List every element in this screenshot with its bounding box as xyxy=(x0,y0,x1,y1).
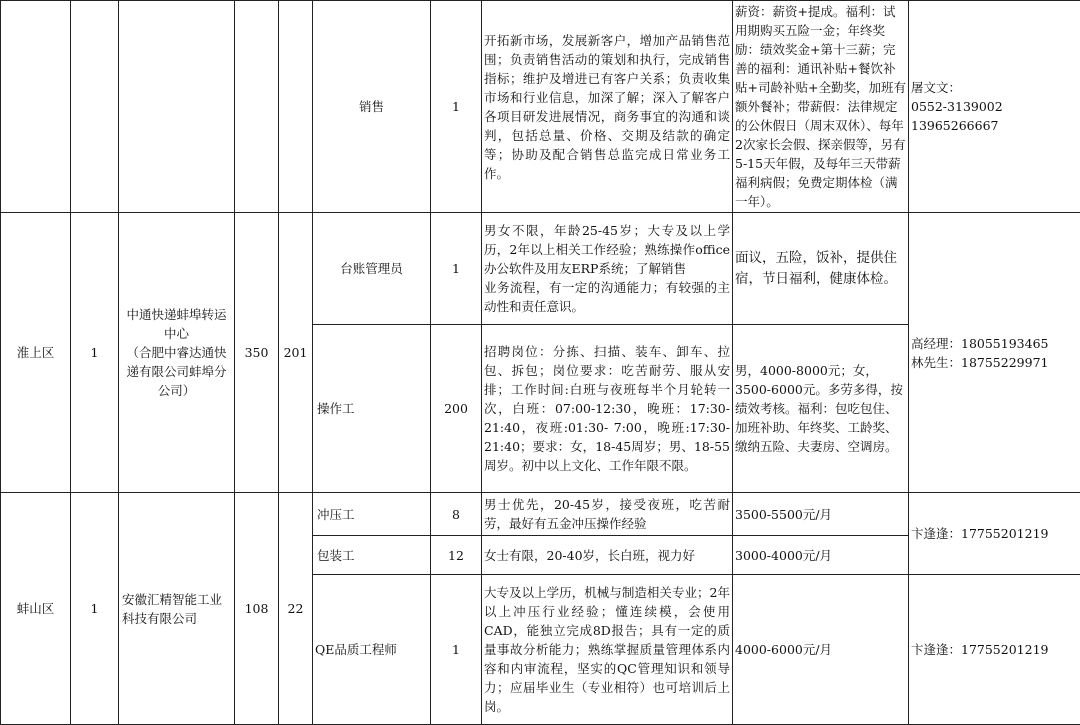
requirements-cell: 开拓新市场，发展新客户，增加产品销售范围；负责销售活动的策划和执行，完成销售指标；维护及增进已有客户关系；负责收集市场和行业信息，加深了解；深入了解客户各项目研发进展情况，商务事宜的沟通和谈判，包括总量、价格、交期及结款的确定等；协助及配合销售总监完成日常业务工作。 xyxy=(482,1,733,213)
openings-cell: 22 xyxy=(279,493,313,725)
company-cell: 安徽汇精智能工业科技有限公司 xyxy=(119,493,235,725)
contact-cell: 卞逢逢：17755201219 xyxy=(909,493,1080,575)
requirements-cell: 大专及以上学历，机械与制造相关专业；2年以上冲压行业经验；懂连续模，会使用CAD，能独立完成8D报告；具有一定的质量事故分析能力；熟练掌握质量管理体系内容和内审流程，坚实的QC管理知识和领导力；应届毕业生（专业相符）也可培训后上岗。 xyxy=(482,575,733,725)
salary-cell: 3500-5500元/月 xyxy=(733,493,909,536)
employees-cell: 350 xyxy=(235,213,279,493)
district-cell xyxy=(1,1,71,213)
table-row xyxy=(1,493,1080,536)
salary-cell: 男，4000-8000元；女，3500-6000元。多劳多得，按绩效考核。福利：包吃包住、加班补助、年终奖、工龄奖、缴纳五险、夫妻房、空调房。 xyxy=(733,325,909,493)
contact-cell: 高经理：18055193465 林先生：18755229971 xyxy=(909,213,1080,493)
position-cell: 操作工 xyxy=(313,325,431,493)
salary-cell: 3000-4000元/月 xyxy=(733,536,909,575)
table-row xyxy=(1,213,1080,325)
contact-cell: 屠文文： 0552-3139002 13965266667 xyxy=(909,1,1080,213)
position-cell: 台账管理员 xyxy=(313,213,431,325)
requirements-cell: 招聘岗位：分拣、扫描、装车、卸车、拉包、拆包；岗位要求：吃苦耐劳、服从安排；工作时间:白班与夜班每半个月轮转一次，白班：07:00-12:30，晚班：17:30-21:40，夜班:01:30- 7:00，晚班:17:30-21:40；要求：女，18-45周岁；男、18-55周岁。初中以上文化、工作年限不限。 xyxy=(482,325,733,493)
employees-cell xyxy=(235,1,279,213)
count-cell: 200 xyxy=(431,325,482,493)
count-cell: 8 xyxy=(431,493,482,536)
salary-cell: 面议，五险，饭补，提供住宿，节日福利，健康体检。 xyxy=(733,213,909,325)
count-cell: 12 xyxy=(431,536,482,575)
position-cell: 销售 xyxy=(313,1,431,213)
openings-cell xyxy=(279,1,313,213)
company-cell: 中通快递蚌埠转运中心 （合肥中睿达通快递有限公司蚌埠分公司） xyxy=(119,213,235,493)
count-cell: 1 xyxy=(431,1,482,213)
requirements-cell: 男士优先，20-45岁，接受夜班，吃苦耐劳，最好有五金冲压操作经验 xyxy=(482,493,733,536)
table-row xyxy=(1,1,1080,213)
salary-cell: 薪资：薪资+提成。福利：试用期购买五险一金；年终奖励：绩效奖金+第十三薪；完善的福利：通讯补贴+餐饮补贴+司龄补贴+全勤奖，加班有额外餐补；带薪假：法律规定的公休假日（周末双休）、每年2次家长会假、探亲假等，另有5-15天年假，及每年三天带薪福利病假；免费定期体检（满一年）。 xyxy=(733,1,909,213)
position-cell: 冲压工 xyxy=(313,493,431,536)
openings-cell: 201 xyxy=(279,213,313,493)
position-cell: QE品质工程师 xyxy=(313,575,431,725)
contact-cell: 卞逢逢：17755201219 xyxy=(909,575,1080,725)
requirements-cell: 女士有限，20-40岁，长白班，视力好 xyxy=(482,536,733,575)
company-cell xyxy=(119,1,235,213)
employees-cell: 108 xyxy=(235,493,279,725)
seq-cell xyxy=(71,1,119,213)
requirements-cell: 男女不限，年龄25-45岁；大专及以上学历，2年以上相关工作经验；熟练操作office办公软件及用友ERP系统；了解销售 业务流程，有一定的沟通能力；有较强的主动性和责任意识。 xyxy=(482,213,733,325)
position-cell: 包装工 xyxy=(313,536,431,575)
count-cell: 1 xyxy=(431,575,482,725)
count-cell: 1 xyxy=(431,213,482,325)
seq-cell: 1 xyxy=(71,493,119,725)
seq-cell: 1 xyxy=(71,213,119,493)
salary-cell: 4000-6000元/月 xyxy=(733,575,909,725)
district-cell: 蚌山区 xyxy=(1,493,71,725)
district-cell: 淮上区 xyxy=(1,213,71,493)
